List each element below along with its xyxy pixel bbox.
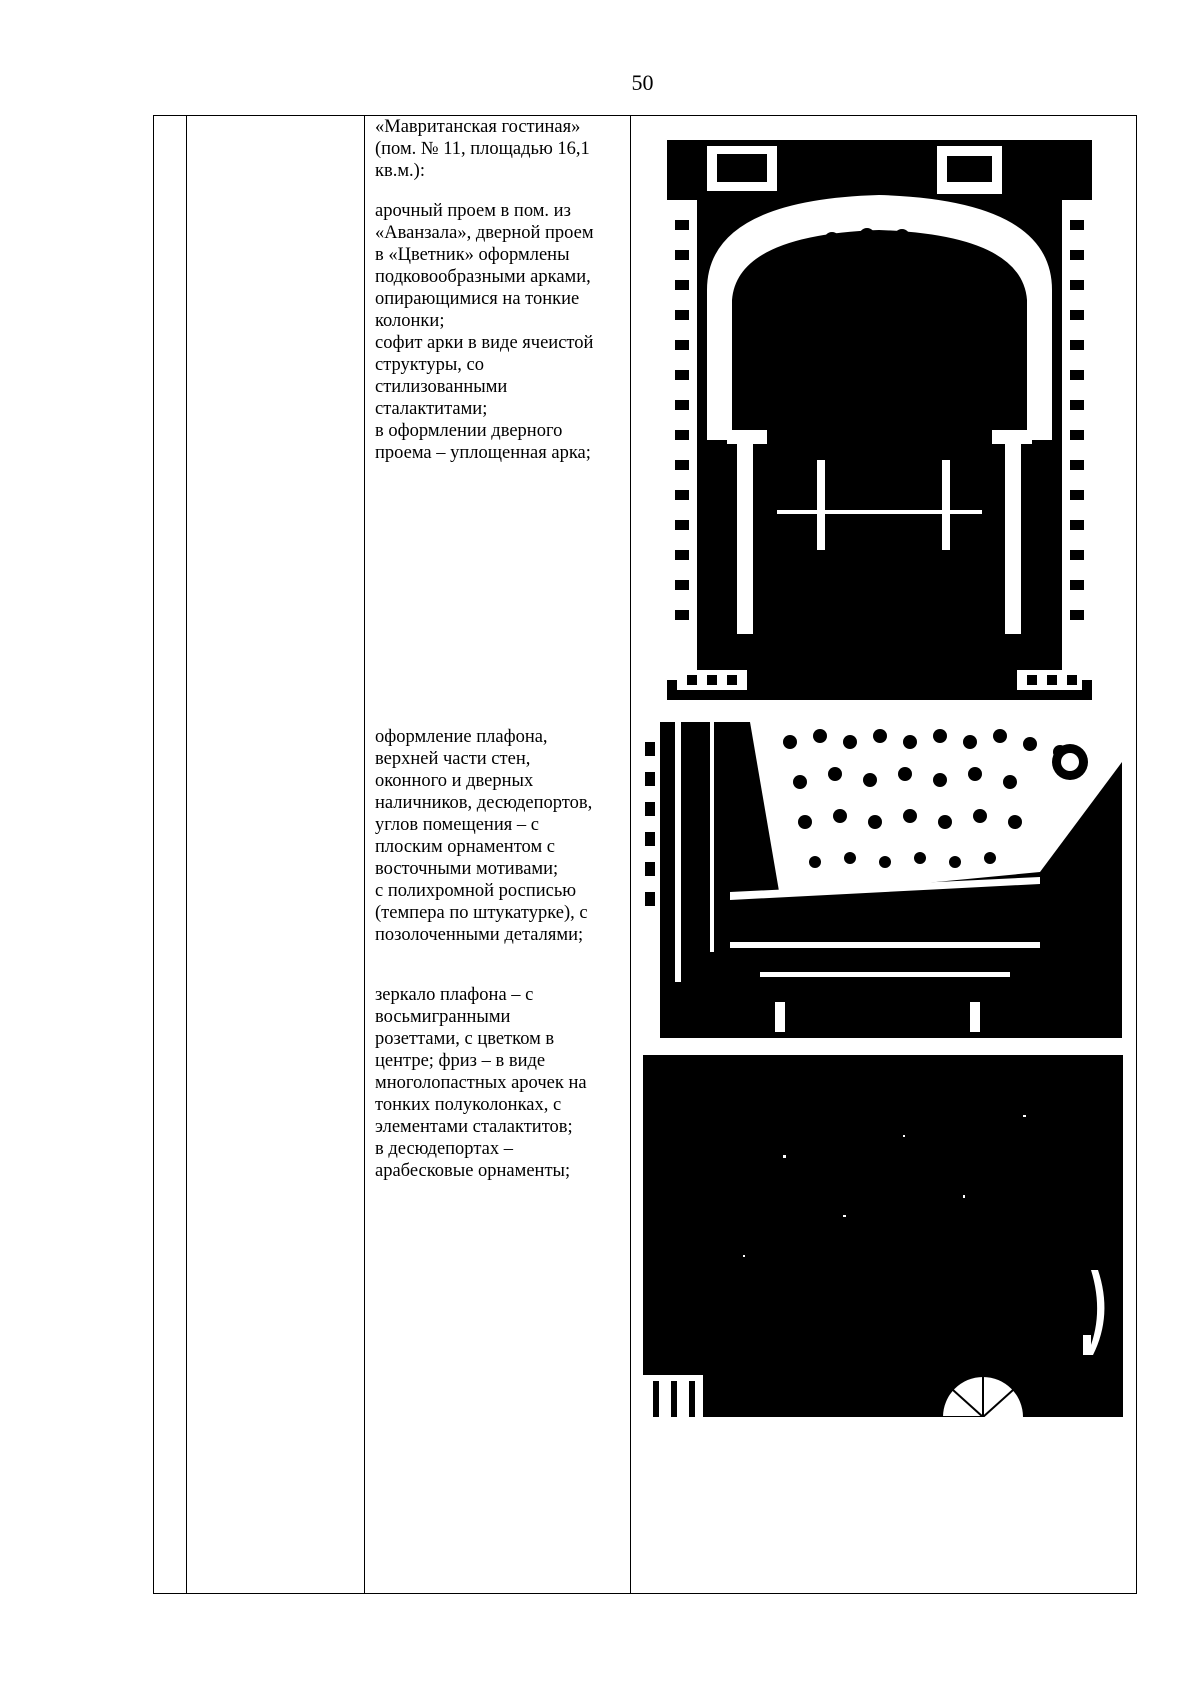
arch-photo xyxy=(667,140,1092,700)
description-table xyxy=(153,115,1137,1594)
ceiling-description: оформление плафона, верхней части стен, оконного и дверных наличников, десюдепортов, углов помещения – с плоским орнаментом с восточными мотивами; с полихромной росписью (темпера по штукатурке), с позолоченными деталями; xyxy=(375,727,593,945)
description-cell xyxy=(365,116,631,1594)
number-column xyxy=(154,116,187,1594)
ceiling-photo-image xyxy=(640,722,1122,1038)
photo-cell xyxy=(631,116,1137,1594)
table-row xyxy=(154,116,1137,1594)
room-heading: «Мавританская гостиная» (пом. № 11, площадью 16,1 кв.м.): xyxy=(375,117,590,181)
mirror-description: зеркало плафона – с восьмигранными розеттами, с цветком в центре; фриз – в виде многолопастных арочек на тонких полуколонках, с элементами сталактитов; в десюдепортах – арабесковые орнаменты; xyxy=(375,985,587,1181)
ceiling-photo xyxy=(640,722,1122,1038)
name-column xyxy=(187,116,365,1594)
arch-description: арочный проем в пом. из «Аванзала», дверной проем в «Цветник» оформлены подковообразными арками, опирающимися на тонкие колонки; софит арки в виде ячеистой структуры, со стилизованными сталактитами; в оформлении дверного проема – уплощенная арка; xyxy=(375,201,594,463)
interior-photo-image xyxy=(643,1055,1123,1417)
interior-photo xyxy=(643,1055,1123,1417)
page-number: 50 xyxy=(631,70,654,95)
arch-photo-image xyxy=(667,140,1092,700)
